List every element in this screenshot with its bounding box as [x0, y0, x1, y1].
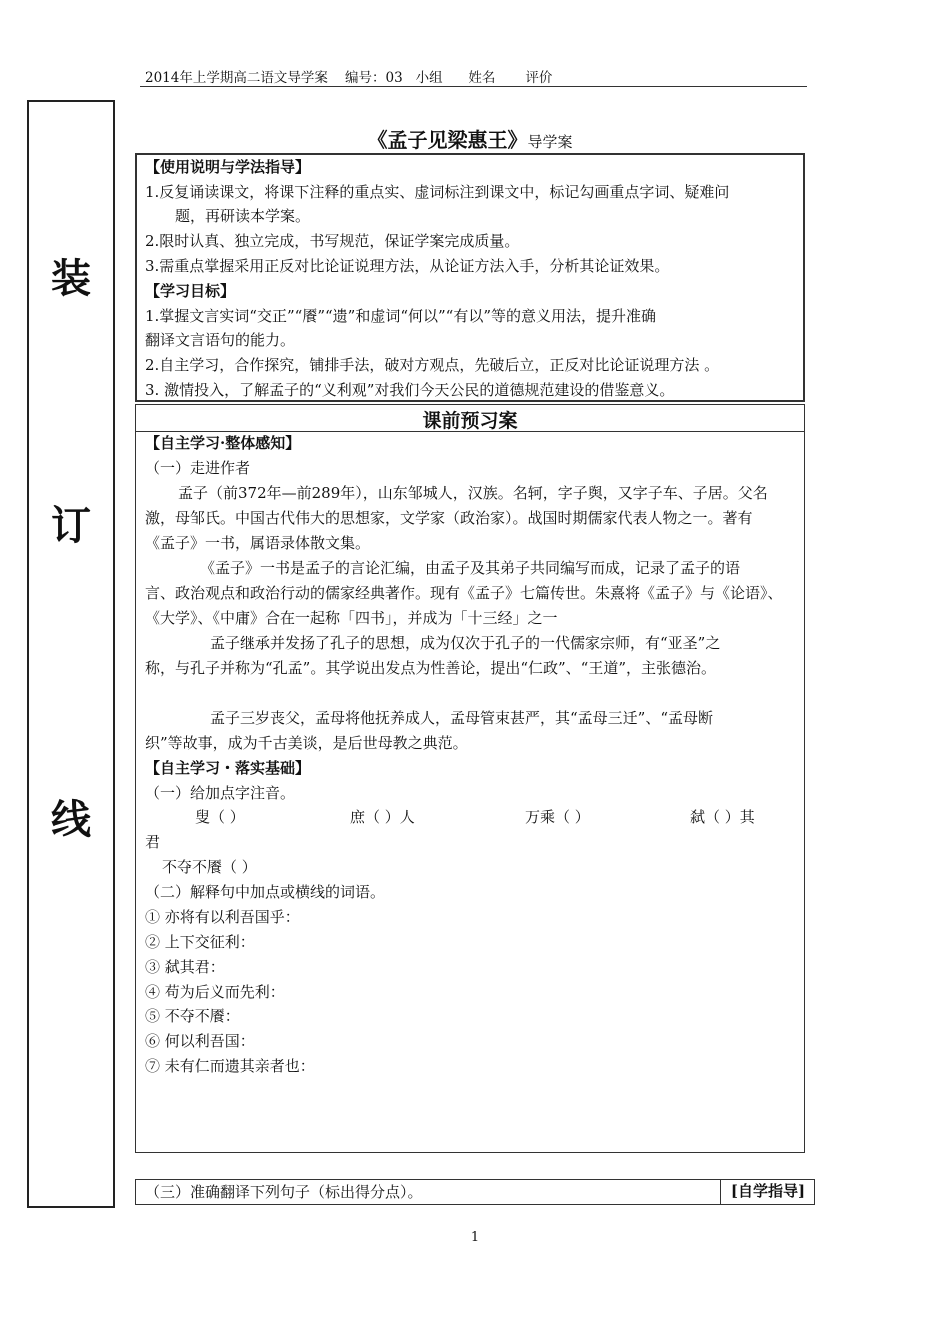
page-title: [135, 124, 805, 153]
explain-item-5: ⑤ 不夺不餍：: [145, 1007, 240, 1025]
author-para-1: 孟子（前372年—前289年），山东邹城人，汉族。名轲，字子舆，又字子车、子居。父名: [178, 484, 768, 502]
explain-item-4: ④ 苟为后义而先利：: [145, 983, 285, 1001]
guide-usage-item-1-cont: 题，再研读本学案。: [175, 207, 311, 225]
pinyin-item-shi-cont: 君: [145, 833, 161, 851]
title-suffix: 导学案: [527, 133, 573, 151]
guide-heading-usage: 【使用说明与学法指导】: [145, 158, 311, 176]
author-para-2b: 言、政治观点和政治行动的儒家经典著作。现有《孟子》七篇传世。朱熹将《孟子》与《论语》、: [145, 584, 783, 602]
pinyin-item-sou: 叟（ ）: [195, 808, 245, 826]
sub-author-heading: （一）走进作者: [145, 459, 251, 477]
explain-item-6: ⑥ 何以利吾国：: [145, 1032, 255, 1050]
guide-usage-item-3: 3.需重点掌握采用正反对比论证说理方法，从论证方法入手，分析其论证效果。: [145, 257, 670, 275]
header-rule: [140, 86, 807, 87]
author-para-3: 孟子继承并发扬了孔子的思想，成为仅次于孔子的一代儒家宗师，有“亚圣”之: [210, 634, 721, 652]
sub-explain-heading: （二）解释句中加点或横线的词语。: [145, 883, 386, 901]
page-number: 1: [470, 1230, 480, 1245]
author-para-1b: 激，母邹氏。中国古代伟大的思想家，文学家（政治家）。战国时期儒家代表人物之一。著有: [145, 509, 753, 527]
pinyin-item-sheng: 万乘（ ）: [525, 808, 590, 826]
author-para-3b: 称，与孔子并称为“孔孟”。其学说出发点为性善论，提出“仁政”、“王道”，主张德治。: [145, 659, 717, 677]
explain-item-3: ③ 弑其君：: [145, 958, 225, 976]
pinyin-item-yan: 不夺不餍（ ）: [162, 858, 257, 876]
section-overview-heading: 【自主学习·整体感知】: [145, 434, 301, 452]
guide-heading-goals: 【学习目标】: [145, 282, 236, 300]
preview-heading: 课前预习案: [422, 410, 518, 432]
explain-item-1: ① 亦将有以利吾国乎：: [145, 908, 300, 926]
binding-margin-box: [27, 100, 115, 1208]
sub-pinyin-heading: （一）给加点字注音。: [145, 784, 296, 802]
translation-heading: （三）准确翻译下列句子（标出得分点）。: [145, 1183, 423, 1201]
guide-goal-item-1: 1.掌握文言实词“交正”“餍”“遗”和虚词“何以”“有以”等的意义用法，提升准确: [145, 307, 656, 325]
author-para-4b: 织”等故事，成为千古美谈，是后世母教之典范。: [145, 734, 468, 752]
guide-goal-item-2: 2.自主学习，合作探究，铺排手法，破对方观点，先破后立，正反对比论证说理方法 。: [145, 356, 720, 374]
guide-usage-item-1: 1.反复诵读课文，将课下注释的重点实、虚词标注到课文中，标记勾画重点字词、疑难问: [145, 183, 730, 201]
binding-char-ding: 订: [51, 503, 91, 549]
author-para-2: 《孟子》一书是孟子的言论汇编，由孟子及其弟子共同编写而成，记录了孟子的语: [200, 559, 741, 577]
explain-item-2: ② 上下交征利：: [145, 933, 255, 951]
author-para-1c: 《孟子》一书，属语录体散文集。: [145, 534, 371, 552]
author-para-4: 孟子三岁丧父，孟母将他抚养成人，孟母管束甚严，其“孟母三迁”、“孟母断: [210, 709, 714, 727]
self-study-guide-cell: [自学指导]: [720, 1179, 815, 1205]
guide-usage-item-2: 2.限时认真、独立完成，书写规范，保证学案完成质量。: [145, 232, 520, 250]
section-basics-heading: 【自主学习・落实基础】: [145, 759, 311, 777]
author-para-2c: 《大学》、《中庸》合在一起称「四书」，并成为「十三经」之一: [145, 609, 558, 627]
page-header: 2014年上学期高二语文导学案 编号：03 小组 姓名 评价: [145, 70, 553, 86]
guide-goal-item-1-cont: 翻译文言语句的能力。: [145, 331, 296, 349]
explain-item-7: ⑦ 未有仁而遗其亲者也：: [145, 1057, 315, 1075]
binding-char-zhuang: 装: [51, 256, 91, 302]
pinyin-item-shu: 庶（ ）人: [350, 808, 415, 826]
pinyin-item-shi: 弑（ ）其: [690, 808, 755, 826]
title-main: 《孟子见梁惠王》: [367, 128, 528, 152]
guide-goal-item-3: 3. 激情投入，了解孟子的“义利观”对我们今天公民的道德规范建设的借鉴意义。: [145, 381, 675, 399]
binding-char-xian: 线: [51, 797, 91, 843]
